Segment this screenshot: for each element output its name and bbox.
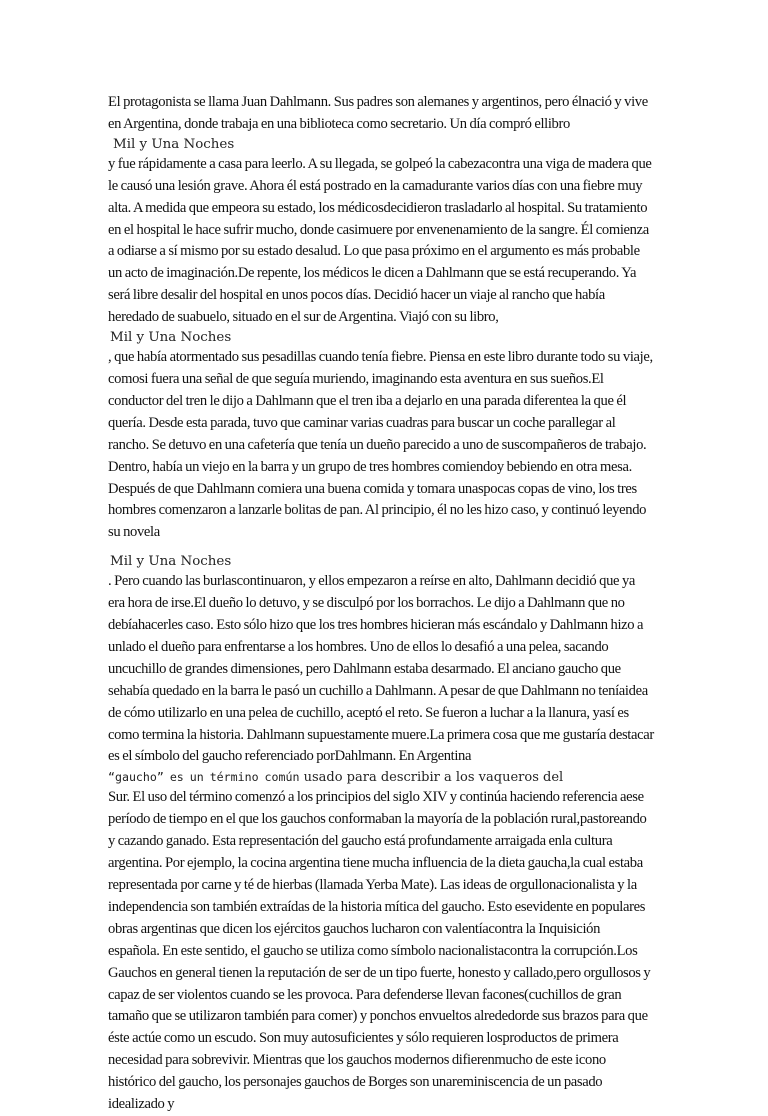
paragraph-5: Sur. El uso del término comenzó a los principios del siglo XIV y continúa haciendo referencia aese período de tiempo en el que los gauchos conformaban la mayoría de la población rural,pastoreando y cazando ganado. Esta representación del gaucho está profundamente arraigada enla cultura argentina. Por ejemplo, la cocina argentina tiene mucha influencia de la dieta gaucha,la cual estaba representada por carne y té de hierbas (llamada Yerba Mate). Las ideas de orgullonacionalista y la independencia son también extraídas de la historia mítica del gaucho. Esto esevidente en populares obras argentinas que dicen los ejércitos gauchos lucharon con valentíacontra la Inquisición española. En este sentido, el gaucho se utiliza como símbolo nacionalistacontra la corrupción.Los Gauchos en general tienen la reputación de ser de un tipo fuerte, honesto y callado,pero orgullosos y capaz de ser violentos cuando se les provoca. Para defenderse llevan facones(cuchillos de gran tamaño que se utilizaron también para comer) y ponchos envueltos alrededorde sus brazos para que éste actúe como un escudo. Son muy autosuficientes y sólo requieren losproductos de primera necesidad para sobrevivir. Mientras que los gauchos modernos difierenmucho de este icono histórico del gaucho, los personajes gauchos de Borges son unareminiscencia de un pasado idealizado y — [108, 789, 651, 1113]
paragraph-1: El protagonista se llama Juan Dahlmann. Sus padres son alemanes y argentinos, pero élnació y vive en Argentina, donde trabaja en una biblioteca como secretario. Un día compró ellibro — [108, 94, 648, 132]
paragraph-2: y fue rápidamente a casa para leerlo. A su llegada, se golpeó la cabezacontra una viga de madera que le causó una lesión grave. Ahora él está postrado en la camadurante varios días con una fiebre muy alta. A medida que empeora su estado, los médicosdecidieron trasladarlo al hospital. Su tratamiento en el hospital le hace sufrir mucho, donde casimuere por envenenamiento de la sangre. Él comienza a odiarse a sí mismo por su estado desalud. Lo que pasa próximo en el argumento es más probable un acto de imaginación.De repente, los médicos le dicen a Dahlmann que se está recuperando. Ya será libre desalir del hospital en unos pocos días. Decidió hacer un viaje al rancho que había heredado de suabuelo, situado en el sur de Argentina. Viajó con su libro, — [108, 155, 652, 326]
book-title-1: Mil y Una Noches — [113, 136, 235, 152]
paragraph-4: . Pero cuando las burlascontinuaron, y ellos empezaron a reírse en alto, Dahlmann decidió que ya era hora de irse.El dueño lo detuvo, y se disculpó por los borrachos. Le dijo a Dahlmann que no debíahacerles caso. Esto sólo hizo que los tres hombres hicieran más escándalo y Dahlmann hizo a unlado el dueño para enfrentarse a los hombres. Uno de ellos lo desafió a una pelea, sacando uncuchillo de grandes dimensiones, pero Dahlmann estaba desarmado. El anciano gaucho que sehabía quedado en la barra le pasó un cuchillo a Dahlmann. A pesar de que Dahlmann no teníaidea de cómo utilizarlo en una pelea de cuchillo, aceptó el reto. Se fueron a luchar a la llanura, yasí es como termina la historia. Dahlmann supuestamente muere.La primera cosa que me gustaría destacar es el símbolo del gaucho referenciado porDahlmann. En Argentina — [108, 573, 654, 765]
paragraph-3: , que había atormentado sus pesadillas cuando tenía fiebre. Piensa en este libro durante todo su viaje, comosi fuera una señal de que seguía muriendo, imaginando esta aventura en sus sueños.El conductor del tren le dijo a Dahlmann que el tren iba a dejarlo en una parada diferentea la que él quería. Desde esta parada, tuvo que caminar varias cuadras para buscar un coche parallegar al rancho. Se detuvo en una cafetería que tenía un dueño parecido a uno de suscompañeros de trabajo. Dentro, había un viejo en la barra y un grupo de tres hombres comiendoy bebiendo en otra mesa. Después de que Dahlmann comiera una buena comida y tomara unaspocas copas de vino, los tres hombres comenzaron a lanzarle bolitas de pan. Al principio, él no les hizo caso, y continuó leyendo su novela — [108, 349, 653, 541]
book-title-2: Mil y Una Noches — [110, 330, 232, 346]
document-body — [108, 92, 654, 1116]
gaucho-quote-mono: “gaucho” es un término común — [108, 770, 300, 785]
book-title-3: Mil y Una Noches — [110, 554, 232, 570]
paragraph-gap — [108, 544, 654, 553]
gaucho-quote-serif: usado para describir a los vaqueros del — [299, 770, 564, 786]
gaucho-definition-line — [108, 768, 654, 787]
